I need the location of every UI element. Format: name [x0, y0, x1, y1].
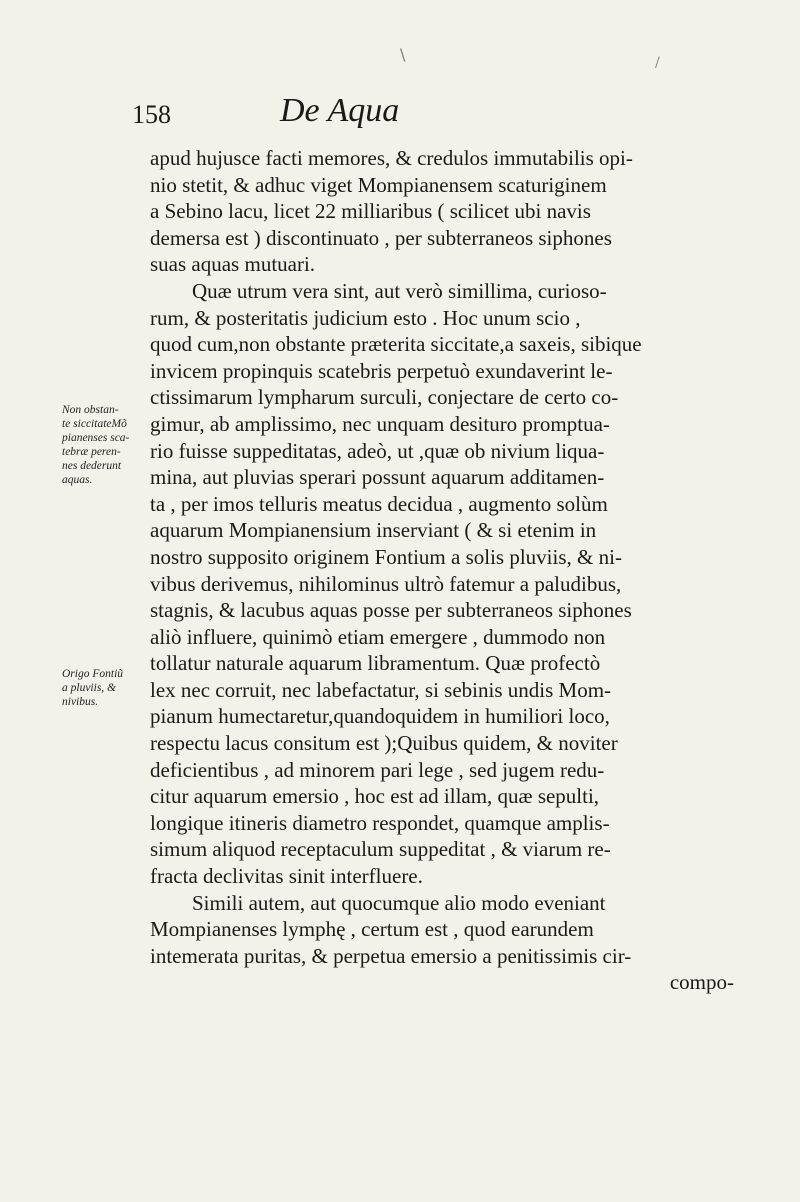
- text-line: Mompianenses lymphę , certum est , quod earundem: [150, 917, 594, 942]
- text-line: nostro supposito originem Fontium a solis pluviis, & ni-: [150, 544, 622, 569]
- ink-mark: \: [400, 45, 406, 64]
- page-header: [130, 90, 730, 140]
- text-line: stagnis, & lacubus aquas posse per subterraneos siphones: [150, 598, 632, 623]
- text-line: Quæ utrum vera sint, aut verò simillima, curioso-: [192, 278, 607, 303]
- text-line: invicem propinquis scatebris perpetuò exundaverint le-: [150, 358, 613, 383]
- text-line: nio stetit, & adhuc viget Mompianensem scaturiginem: [150, 172, 607, 197]
- ink-mark: /: [655, 55, 660, 71]
- page-number: 158: [132, 100, 171, 129]
- running-title: De Aqua: [280, 92, 400, 129]
- text-line: rum, & posteritatis judicium esto . Hoc unum scio ,: [150, 305, 581, 330]
- text-line: quod cum,non obstante præterita siccitate,a saxeis, sibique: [150, 332, 642, 357]
- text-line: aliò influere, quinimò etiam emergere , dummodo non: [150, 624, 606, 649]
- text-line: gimur, ab amplissimo, nec unquam desituro promptua-: [150, 411, 610, 436]
- text-line: ta , per imos telluris meatus decidua , augmento solùm: [150, 491, 608, 516]
- text-line: apud hujusce facti memores, & credulos immutabilis opi-: [150, 146, 633, 170]
- text-line: vibus derivemus, nihilominus ultrò fatemur a paludibus,: [150, 571, 622, 596]
- text-line: tollatur naturale aquarum libramentum. Quæ profectò: [150, 651, 601, 676]
- text-line: a Sebino lacu, licet 22 milliaribus ( scilicet ubi navis: [150, 199, 591, 224]
- text-line: rio fuisse suppeditatas, adeò, ut ,quæ ob nivium liqua-: [150, 438, 605, 463]
- text-line: demersa est ) discontinuato , per subterraneos siphones: [150, 225, 612, 250]
- margin-note-siccitate: Non obstan- te siccitateMõ pianenses sca- tebræ peren- nes dederunt aquas.: [62, 404, 130, 486]
- body-text: [150, 145, 770, 996]
- text-line: aquarum Mompianensium inserviant ( & si etenim in: [150, 518, 597, 543]
- text-line: suas aquas mutuari.: [150, 252, 316, 277]
- catchword: compo-: [669, 970, 734, 995]
- text-line: respectu lacus consitum est );Quibus quidem, & noviter: [150, 731, 618, 756]
- margin-note-origo-fontium: Origo Fontiũ a pluviis, & nivibus.: [62, 668, 124, 708]
- text-line: intemerata puritas, & perpetua emersio a penitissimis cir-: [150, 943, 632, 968]
- text-line: longique itineris diametro respondet, quamque amplis-: [150, 810, 610, 835]
- text-line: mina, aut pluvias sperari possunt aquarum additamen-: [150, 465, 605, 490]
- text-line: pianum humectaretur,quandoquidem in humiliori loco,: [150, 704, 610, 729]
- text-line: Simili autem, aut quocumque alio modo eveniant: [192, 890, 606, 915]
- text-line: simum aliquod receptaculum suppeditat , & viarum re-: [150, 837, 611, 862]
- text-line: fracta declivitas sinit interfluere.: [150, 864, 423, 889]
- text-line: deficientibus , ad minorem pari lege , sed jugem redu-: [150, 757, 605, 782]
- text-line: citur aquarum emersio , hoc est ad illam, quæ sepulti,: [150, 784, 600, 809]
- text-line: ctissimarum lympharum surculi, conjectare de certo co-: [150, 385, 619, 410]
- text-line: lex nec corruit, nec labefactatur, si sebinis undis Mom-: [150, 677, 612, 702]
